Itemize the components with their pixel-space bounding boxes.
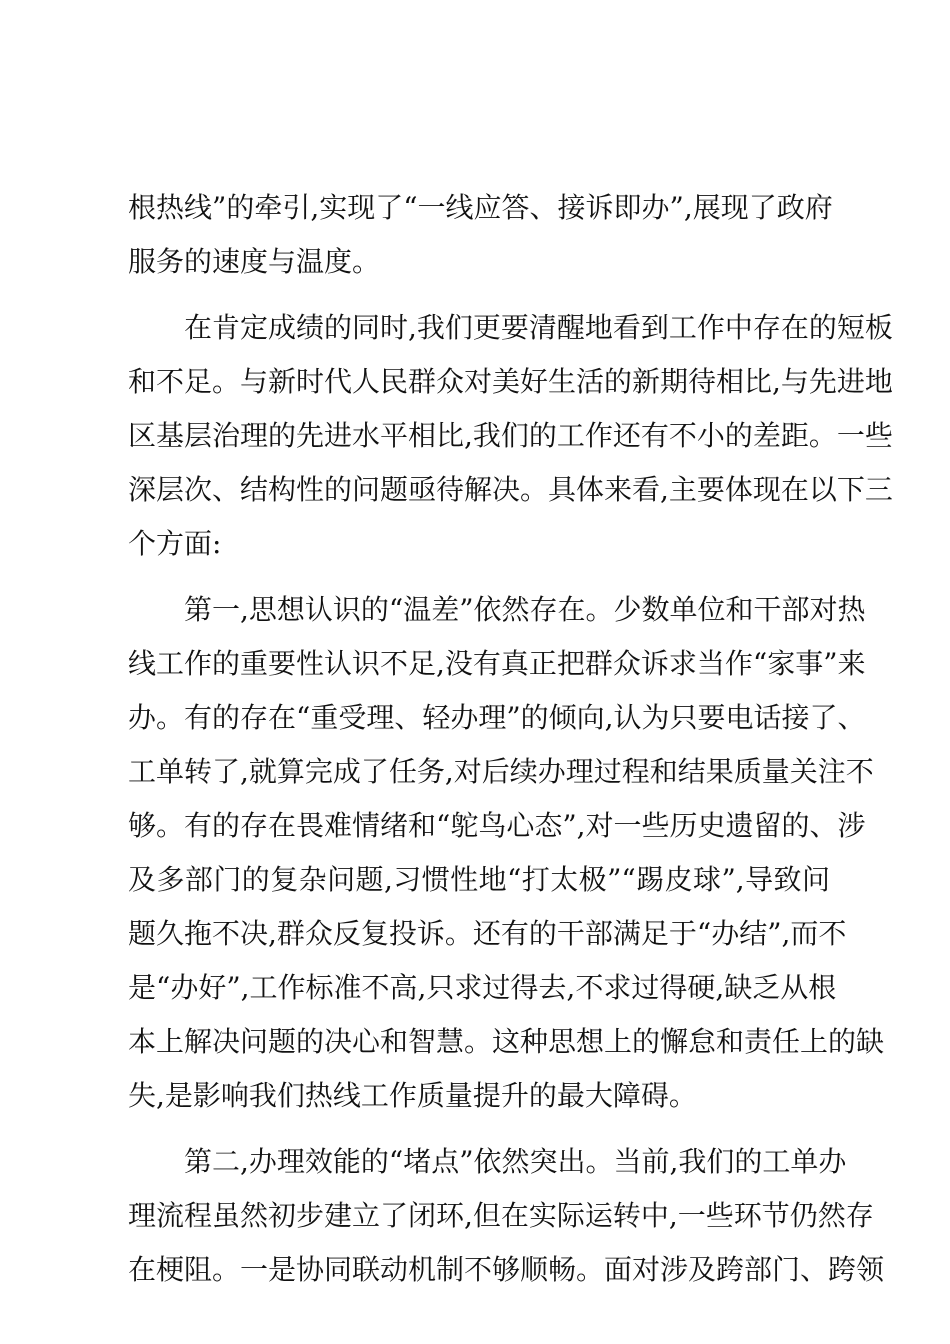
paragraph-3-line-3: 办。有的存在“重受理、轻办理”的倾向,认为只要电话接了、 — [128, 701, 866, 734]
paragraph-3-line-7: 题久拖不决,群众反复投诉。还有的干部满足于“办结”,而不 — [128, 917, 847, 950]
paragraph-3-line-2: 线工作的重要性认识不足,没有真正把群众诉求当作“家事”来 — [128, 647, 866, 680]
paragraph-2-line-4: 深层次、结构性的问题亟待解决。具体来看,主要体现在以下三 — [128, 473, 893, 506]
paragraph-spacer — [128, 571, 830, 583]
paragraph-spacer — [128, 289, 830, 301]
paragraph-spacer — [128, 1123, 830, 1135]
paragraph-4-line-3: 在梗阻。一是协同联动机制不够顺畅。面对涉及跨部门、跨领 — [128, 1253, 885, 1286]
paragraph-1-line-2: 服务的速度与温度。 — [128, 245, 381, 278]
paragraph-3-line-10: 失,是影响我们热线工作质量提升的最大障碍。 — [128, 1079, 697, 1112]
paragraph-4-line-2: 理流程虽然初步建立了闭环,但在实际运转中,一些环节仍然存 — [128, 1199, 874, 1232]
paragraph-2-line-3: 区基层治理的先进水平相比,我们的工作还有不小的差距。一些 — [128, 419, 893, 452]
paragraph-3-line-8: 是“办好”,工作标准不高,只求过得去,不求过得硬,缺乏从根 — [128, 971, 837, 1004]
paragraph-2-line-1: 在肯定成绩的同时,我们更要清醒地看到工作中存在的短板 — [184, 311, 893, 344]
paragraph-3-line-9: 本上解决问题的决心和智慧。这种思想上的懈怠和责任上的缺 — [128, 1025, 885, 1058]
paragraph-3-line-4: 工单转了,就算完成了任务,对后续办理过程和结果质量关注不 — [128, 755, 874, 788]
paragraph-3-line-5: 够。有的存在畏难情绪和“鸵鸟心态”,对一些历史遗留的、涉 — [128, 809, 866, 842]
document-body — [128, 181, 893, 1297]
paragraph-3-line-1: 第一,思想认识的“温差”依然存在。少数单位和干部对热 — [184, 593, 866, 626]
paragraph-3-line-6: 及多部门的复杂问题,习惯性地“打太极”“踢皮球”,导致问 — [128, 863, 830, 896]
paragraph-4-line-1: 第二,办理效能的“堵点”依然突出。当前,我们的工单办 — [184, 1145, 847, 1178]
paragraph-2-line-2: 和不足。与新时代人民群众对美好生活的新期待相比,与先进地 — [128, 365, 893, 398]
paragraph-2-line-5: 个方面: — [128, 527, 222, 560]
paragraph-1-line-1: 根热线”的牵引,实现了“一线应答、接诉即办”,展现了政府 — [128, 191, 833, 224]
